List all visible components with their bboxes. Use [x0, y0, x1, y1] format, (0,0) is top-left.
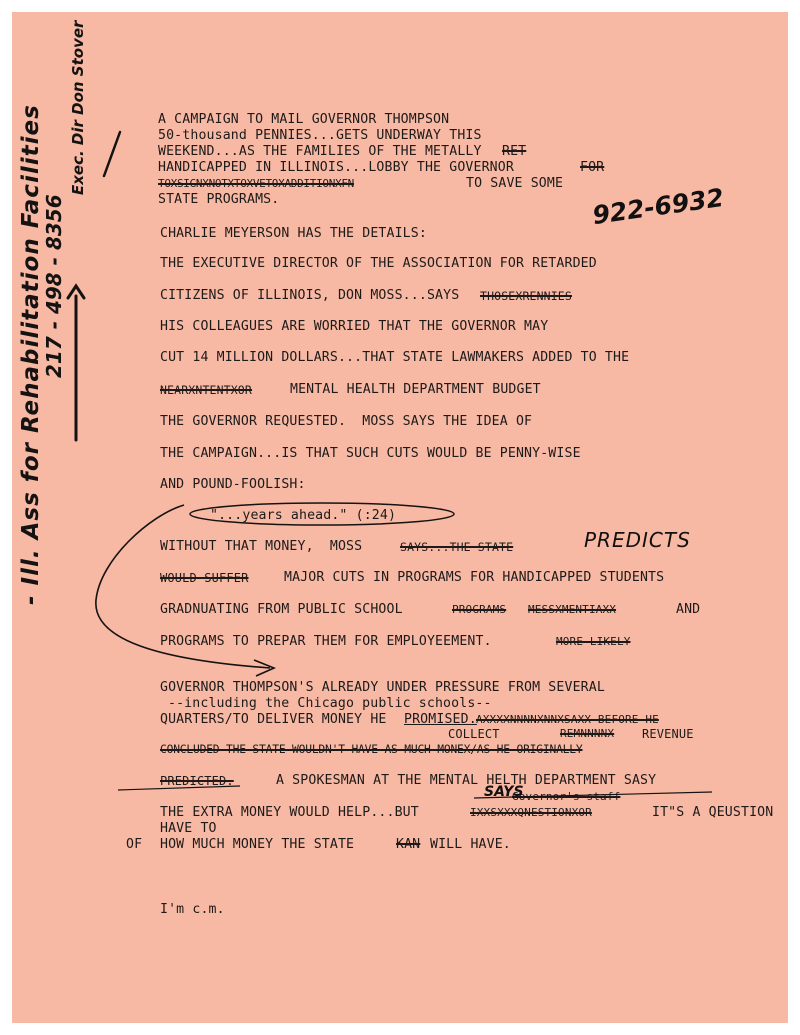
cue-line: "...years ahead." (:24) — [210, 508, 397, 523]
struck-nearly: NEARXNTENTXOR — [160, 383, 252, 397]
struck-remnnnn: REMNNNNX — [560, 727, 615, 740]
struck-for: FOR — [580, 160, 605, 175]
line-17: MAJOR CUTS IN PROGRAMS FOR HANDICAPPED STUDENTS — [284, 570, 665, 585]
line-21: GOVERNOR THOMPSON'S ALREADY UNDER PRESSURE FROM SEVERAL — [160, 680, 605, 695]
line-15: AND POUND-FOOLISH: — [160, 477, 306, 492]
struck-predicted: PREDICTED. — [160, 774, 234, 788]
line-28-prefix: OF — [126, 837, 143, 852]
struck-veto-phrase: TOXSIGNXNOTXTOXVETOXADDITIONXFN — [158, 177, 354, 190]
handwritten-phone: 922-6932 — [590, 182, 726, 231]
line-8: THE EXECUTIVE DIRECTOR OF THE ASSOCIATION FOR RETARDED — [160, 256, 597, 271]
line-22: --including the Chicago public schools-- — [168, 696, 492, 711]
line-6: STATE PROGRAMS. — [158, 192, 280, 207]
line-24: A SPOKESMAN AT THE MENTAL HELTH DEPARTMENT SASY — [276, 773, 657, 788]
line-26: IT"S A QEUSTION — [652, 805, 774, 820]
line-11: CUT 14 MILLION DOLLARS...THAT STATE LAWMAKERS ADDED TO THE — [160, 350, 630, 365]
sign-off: I'm c.m. — [160, 902, 225, 917]
margin-director-note: Exec. Dir Don Stover — [69, 20, 87, 195]
line-18: GRADNUATING FROM PUBLIC SCHOOL — [160, 602, 403, 617]
handwritten-says: SAYS — [484, 784, 524, 800]
handwritten-predicts: PREDICTS — [584, 528, 691, 552]
struck-before-he: AXXXXNNNNXNNXSAXX BEFORE HE — [476, 713, 659, 726]
struck-would-suffer: WOULD SUFFER — [160, 571, 249, 585]
struck-programs: PROGRAMS — [452, 603, 507, 616]
struck-governors-staff: Governor's staff — [512, 790, 621, 803]
line-5: TO SAVE SOME — [466, 176, 564, 191]
line-25: THE EXTRA MONEY WOULD HELP...BUT — [160, 805, 419, 820]
margin-association-note: - Ill. Ass for Rehabilitation Facilities — [18, 104, 44, 605]
struck-ret: RET — [502, 144, 527, 159]
line-28: HOW MUCH MONEY THE STATE — [160, 837, 355, 852]
struck-kan: KAN — [396, 837, 421, 852]
line-19: AND — [676, 602, 701, 617]
collect-word: COLLECT — [448, 727, 500, 741]
line-7: CHARLIE MEYERSON HAS THE DETAILS: — [160, 226, 427, 241]
line-10: HIS COLLEAGUES ARE WORRIED THAT THE GOVERNOR MAY — [160, 319, 549, 334]
line-23: QUARTERS/TO DELIVER MONEY HE — [160, 712, 387, 727]
line-3: WEEKEND...AS THE FAMILIES OF THE METALLY — [158, 144, 482, 159]
struck-pennies: THOSEXRENNIES — [480, 289, 572, 303]
line-13: THE GOVERNOR REQUESTED. MOSS SAYS THE IDEA OF — [160, 414, 533, 429]
line-1: A CAMPAIGN TO MAIL GOVERNOR THOMPSON — [158, 112, 450, 127]
line-4: HANDICAPPED IN ILLINOIS...LOBBY THE GOVERNOR — [158, 160, 514, 175]
line-9: CITIZENS OF ILLINOIS, DON MOSS...SAYS — [160, 288, 460, 303]
line-2: 50-thousand PENNIES...GETS UNDERWAY THIS — [158, 128, 482, 143]
struck-says-the-state: SAYS...THE STATE — [400, 540, 514, 554]
struck-mess: MESSXMENTIAXX — [528, 603, 617, 616]
line-12: MENTAL HEALTH DEPARTMENT BUDGET — [290, 382, 541, 397]
line-20: PROGRAMS TO PREPAR THEM FOR EMPLOYEEMENT. — [160, 634, 492, 649]
line-29: WILL HAVE. — [430, 837, 511, 852]
line-14: THE CAMPAIGN...IS THAT SUCH CUTS WOULD BE PENNY-WISE — [160, 446, 581, 461]
line-16: WITHOUT THAT MONEY, MOSS — [160, 539, 363, 554]
struck-concluded: CONCLUDED THE STATE WOULDN'T HAVE AS MUCH MONEX/AS HE ORIGINALLY — [160, 743, 583, 756]
margin-phone-note: 217 - 498 - 8356 — [42, 194, 66, 378]
line-27: HAVE TO — [160, 821, 217, 836]
revenue-word: REVENUE — [642, 727, 694, 741]
struck-question-or: IXXSXXXQNESTIONXOR — [470, 806, 592, 819]
promised: PROMISED. — [404, 712, 477, 727]
struck-more-likely: MORE LIKELY — [556, 635, 631, 648]
